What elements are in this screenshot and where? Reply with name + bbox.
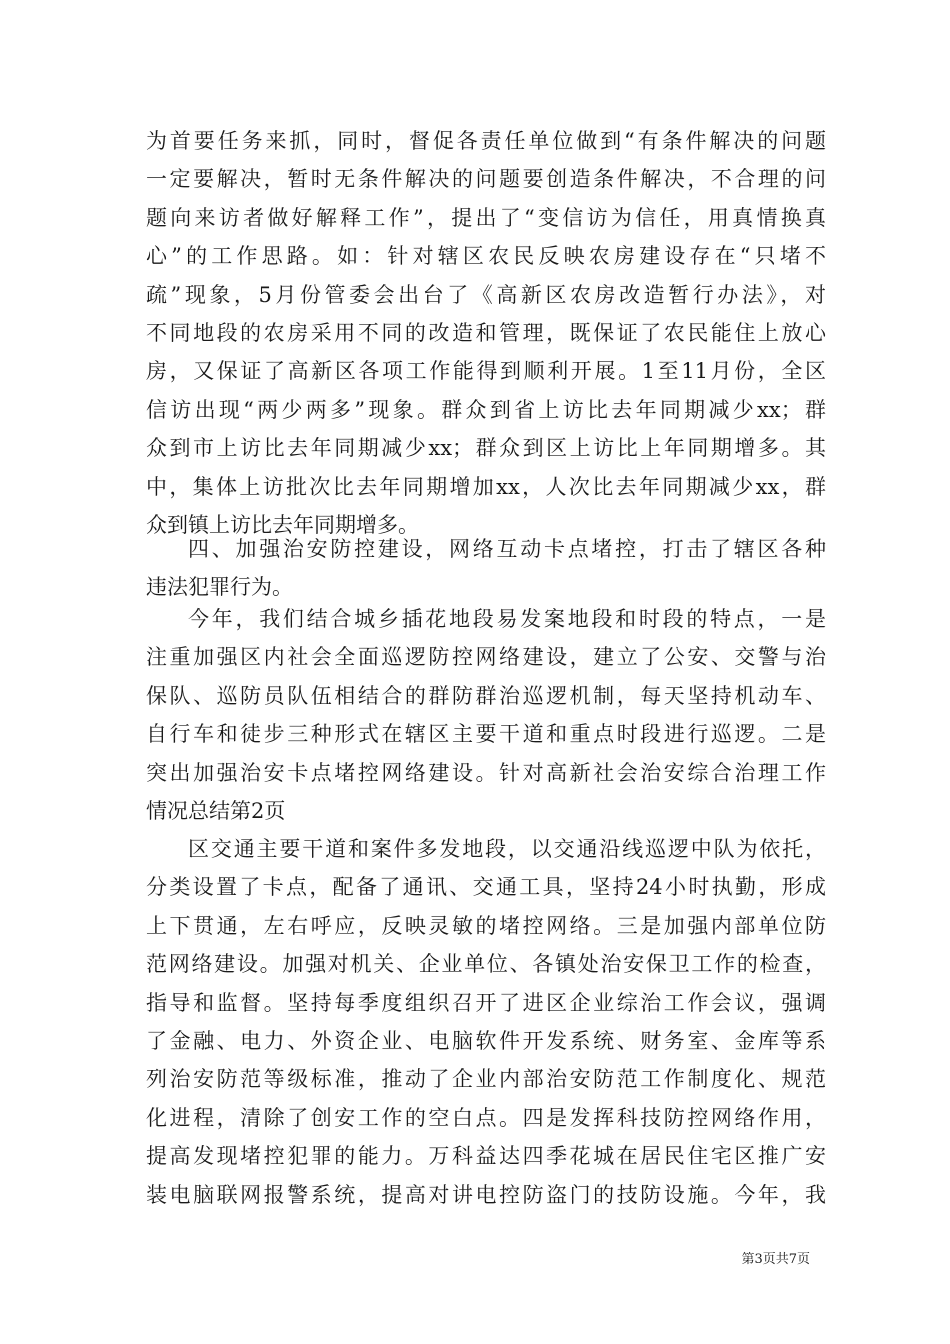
paragraph-3 (146, 830, 826, 1214)
text-line: 不同地段的农房采用不同的改造和管理，既保证了农民能住上放心 (146, 320, 826, 345)
text-line: 分类设置了卡点，配备了通讯、交通工具，坚持24小时执勤，形成 (146, 875, 826, 900)
section-heading-4 (146, 530, 826, 607)
text-line: 疏”现象，5月份管委会出台了《高新区农房改造暂行办法》，对 (146, 282, 826, 307)
text-line: 装电脑联网报警系统，提高对讲电控防盗门的技防设施。今年，我 (146, 1182, 826, 1207)
text-line: 情况总结第2页 (146, 798, 286, 823)
text-line: 区交通主要干道和案件多发地段，以交通沿线巡逻中队为依托， (188, 837, 826, 861)
page-number: 第3页共7页 (741, 1252, 810, 1267)
text-line: 上下贯通，左右呼应，反映灵敏的堵控网络。三是加强内部单位防 (146, 913, 826, 938)
text-line: 指导和监督。坚持每季度组织召开了进区企业综治工作会议，强调 (146, 990, 826, 1015)
text-line: 化进程，清除了创安工作的空白点。四是发挥科技防控网络作用， (146, 1105, 826, 1130)
text-line: 房，又保证了高新区各项工作能得到顺利开展。1至11月份，全区 (146, 359, 826, 384)
text-line: 违法犯罪行为。 (146, 575, 293, 600)
text-line: 自行车和徒步三种形式在辖区主要干道和重点时段进行巡逻。二是 (146, 722, 826, 747)
text-line: 众到市上访比去年同期减少xx；群众到区上访比上年同期增多。其 (146, 436, 826, 461)
text-line: 范网络建设。加强对机关、企业单位、各镇处治安保卫工作的检查， (146, 952, 826, 977)
text-line: 心”的工作思路。如：针对辖区农民反映农房建设存在“只堵不 (146, 244, 826, 269)
text-line: 四、加强治安防控建设，网络互动卡点堵控，打击了辖区各种 (188, 537, 826, 561)
text-line: 列治安防范等级标准，推动了企业内部治安防范工作制度化、规范 (146, 1067, 826, 1092)
text-line: 为首要任务来抓，同时，督促各责任单位做到“有条件解决的问题 (146, 129, 826, 153)
text-line: 保队、巡防员队伍相结合的群防群治巡逻机制，每天坚持机动车、 (146, 683, 826, 708)
text-line: 信访出现“两少两多”现象。群众到省上访比去年同期减少xx；群 (146, 397, 826, 422)
text-line: 今年，我们结合城乡插花地段易发案地段和时段的特点，一是 (188, 607, 826, 631)
paragraph-2 (146, 600, 826, 830)
text-line: 众到镇上访比去年同期增多。 (146, 512, 419, 537)
text-line: 突出加强治安卡点堵控网络建设。针对高新社会治安综合治理工作 (146, 760, 826, 785)
text-line: 中，集体上访批次比去年同期增加xx，人次比去年同期减少xx，群 (146, 474, 826, 499)
text-line: 了金融、电力、外资企业、电脑软件开发系统、财务室、金库等系 (146, 1028, 826, 1053)
text-line: 注重加强区内社会全面巡逻防控网络建设，建立了公安、交警与治 (146, 645, 826, 670)
text-line: 提高发现堵控犯罪的能力。万科益达四季花城在居民住宅区推广安 (146, 1144, 826, 1169)
paragraph-1 (146, 122, 826, 544)
text-line: 题向来访者做好解释工作”，提出了“变信访为信任，用真情换真 (146, 205, 826, 230)
text-line: 一定要解决，暂时无条件解决的问题要创造条件解决，不合理的问 (146, 167, 826, 192)
